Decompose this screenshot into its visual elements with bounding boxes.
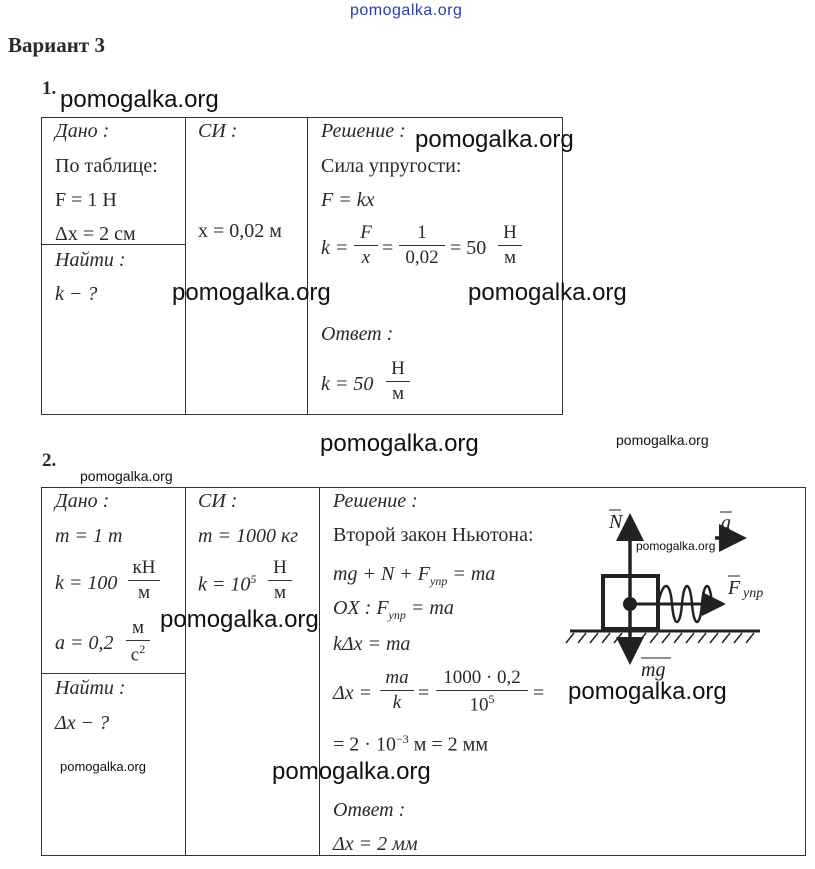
p1-si-cell	[185, 117, 308, 415]
p2-answer-heading: Ответ :	[333, 799, 406, 821]
p2-si-k-unit: Н м	[268, 557, 292, 604]
variant-title: Вариант 3	[8, 33, 105, 57]
p1-solution-heading: Решение :	[321, 120, 406, 142]
p1-answer-value: k = 50	[321, 373, 374, 395]
p2-si-mass: m = 1000 кг	[198, 525, 299, 547]
watermark: pomogalka.org	[616, 432, 709, 448]
p1-answer-unit: Н м	[386, 358, 410, 405]
p1-fraction-unit: Н м	[498, 222, 522, 269]
p2-dx-eq: =	[418, 682, 430, 704]
p2-given-heading: Дано :	[55, 490, 110, 512]
p2-answer-value: Δx = 2 мм	[333, 833, 418, 855]
watermark: pomogalka.org	[568, 678, 727, 705]
watermark: pomogalka.org	[272, 758, 431, 785]
p1-given-line: По таблице:	[55, 155, 158, 177]
p2-si-heading: СИ :	[198, 490, 238, 512]
p1-given-heading: Дано :	[55, 120, 110, 142]
p2-k-dx-ma: kΔx = ma	[333, 633, 411, 655]
label-F-subscript: упр	[743, 586, 764, 601]
p1-find-value: k − ?	[55, 283, 98, 305]
watermark: pomogalka.org	[468, 279, 627, 306]
p1-given-line: Δx = 2 см	[55, 223, 136, 245]
label-a: a	[721, 512, 731, 534]
p1-solution-line: F = kx	[321, 189, 375, 211]
p2-dx-eq2: =	[533, 682, 545, 704]
p2-dx-result: = $2 \cdot 10^{-3}$ м = 2 мм	[333, 732, 488, 756]
label-N: N	[609, 511, 623, 533]
problem-2-number: 2.	[42, 450, 57, 471]
p1-si-value: x = 0,02 м	[198, 220, 282, 242]
watermark: pomogalka.org	[636, 539, 716, 553]
center-of-mass	[623, 597, 637, 611]
p1-formula-lhs: k =	[321, 237, 349, 259]
p2-fraction-numeric: 1000 · 0,2 $10^5$	[436, 667, 528, 716]
p2-ox-projection: OX : $F_{упр}$ = ma	[333, 597, 454, 622]
p1-solution-line: Сила упругости:	[321, 155, 462, 177]
problem-1-number: 1.	[42, 78, 57, 99]
p2-k-unit: кН м	[128, 557, 160, 604]
watermark: pomogalka.org	[60, 86, 219, 113]
label-mg: mg	[641, 659, 666, 681]
p2-solution-heading: Решение :	[333, 490, 418, 512]
p1-fraction-F-x: F x	[354, 222, 378, 269]
p2-si-k: $k = 10^5$	[198, 572, 257, 596]
watermark: pomogalka.org	[320, 430, 479, 457]
p2-find-value: Δx − ?	[55, 712, 110, 734]
watermark: pomogalka.org	[60, 759, 146, 774]
p2-newton-law: Второй закон Ньютона:	[333, 524, 534, 546]
p1-formula-eq: =	[382, 237, 394, 259]
ground-surface	[566, 631, 760, 643]
force-diagram	[560, 500, 790, 685]
watermark: pomogalka.org	[80, 468, 173, 484]
p1-find-heading: Найти :	[55, 249, 126, 271]
p2-vector-equation: mg + $N + F_{упр}$ = ma	[333, 563, 496, 588]
site-watermark-top[interactable]: pomogalka.org	[350, 2, 463, 19]
p1-si-heading: СИ :	[198, 120, 238, 142]
p1-answer-heading: Ответ :	[321, 323, 394, 345]
watermark: pomogalka.org	[172, 279, 331, 306]
p2-find-heading: Найти :	[55, 677, 126, 699]
p2-fraction-ma-k: ma k	[380, 667, 414, 714]
p2-given-mass: m = 1 т	[55, 525, 123, 547]
watermark: pomogalka.org	[160, 606, 319, 633]
p2-given-k: k = 100	[55, 572, 118, 594]
watermark: pomogalka.org	[415, 126, 574, 153]
p2-a-unit: м $с^2$	[126, 617, 150, 666]
p1-formula-result: = 50	[450, 237, 487, 259]
p1-given-line: F = 1 Н	[55, 189, 117, 211]
p2-dx-lhs: Δx =	[333, 682, 373, 704]
label-F: F	[728, 577, 741, 599]
p1-fraction-1-002: 1 0,02	[399, 222, 445, 269]
p2-given-a: a = 0,2	[55, 632, 114, 654]
